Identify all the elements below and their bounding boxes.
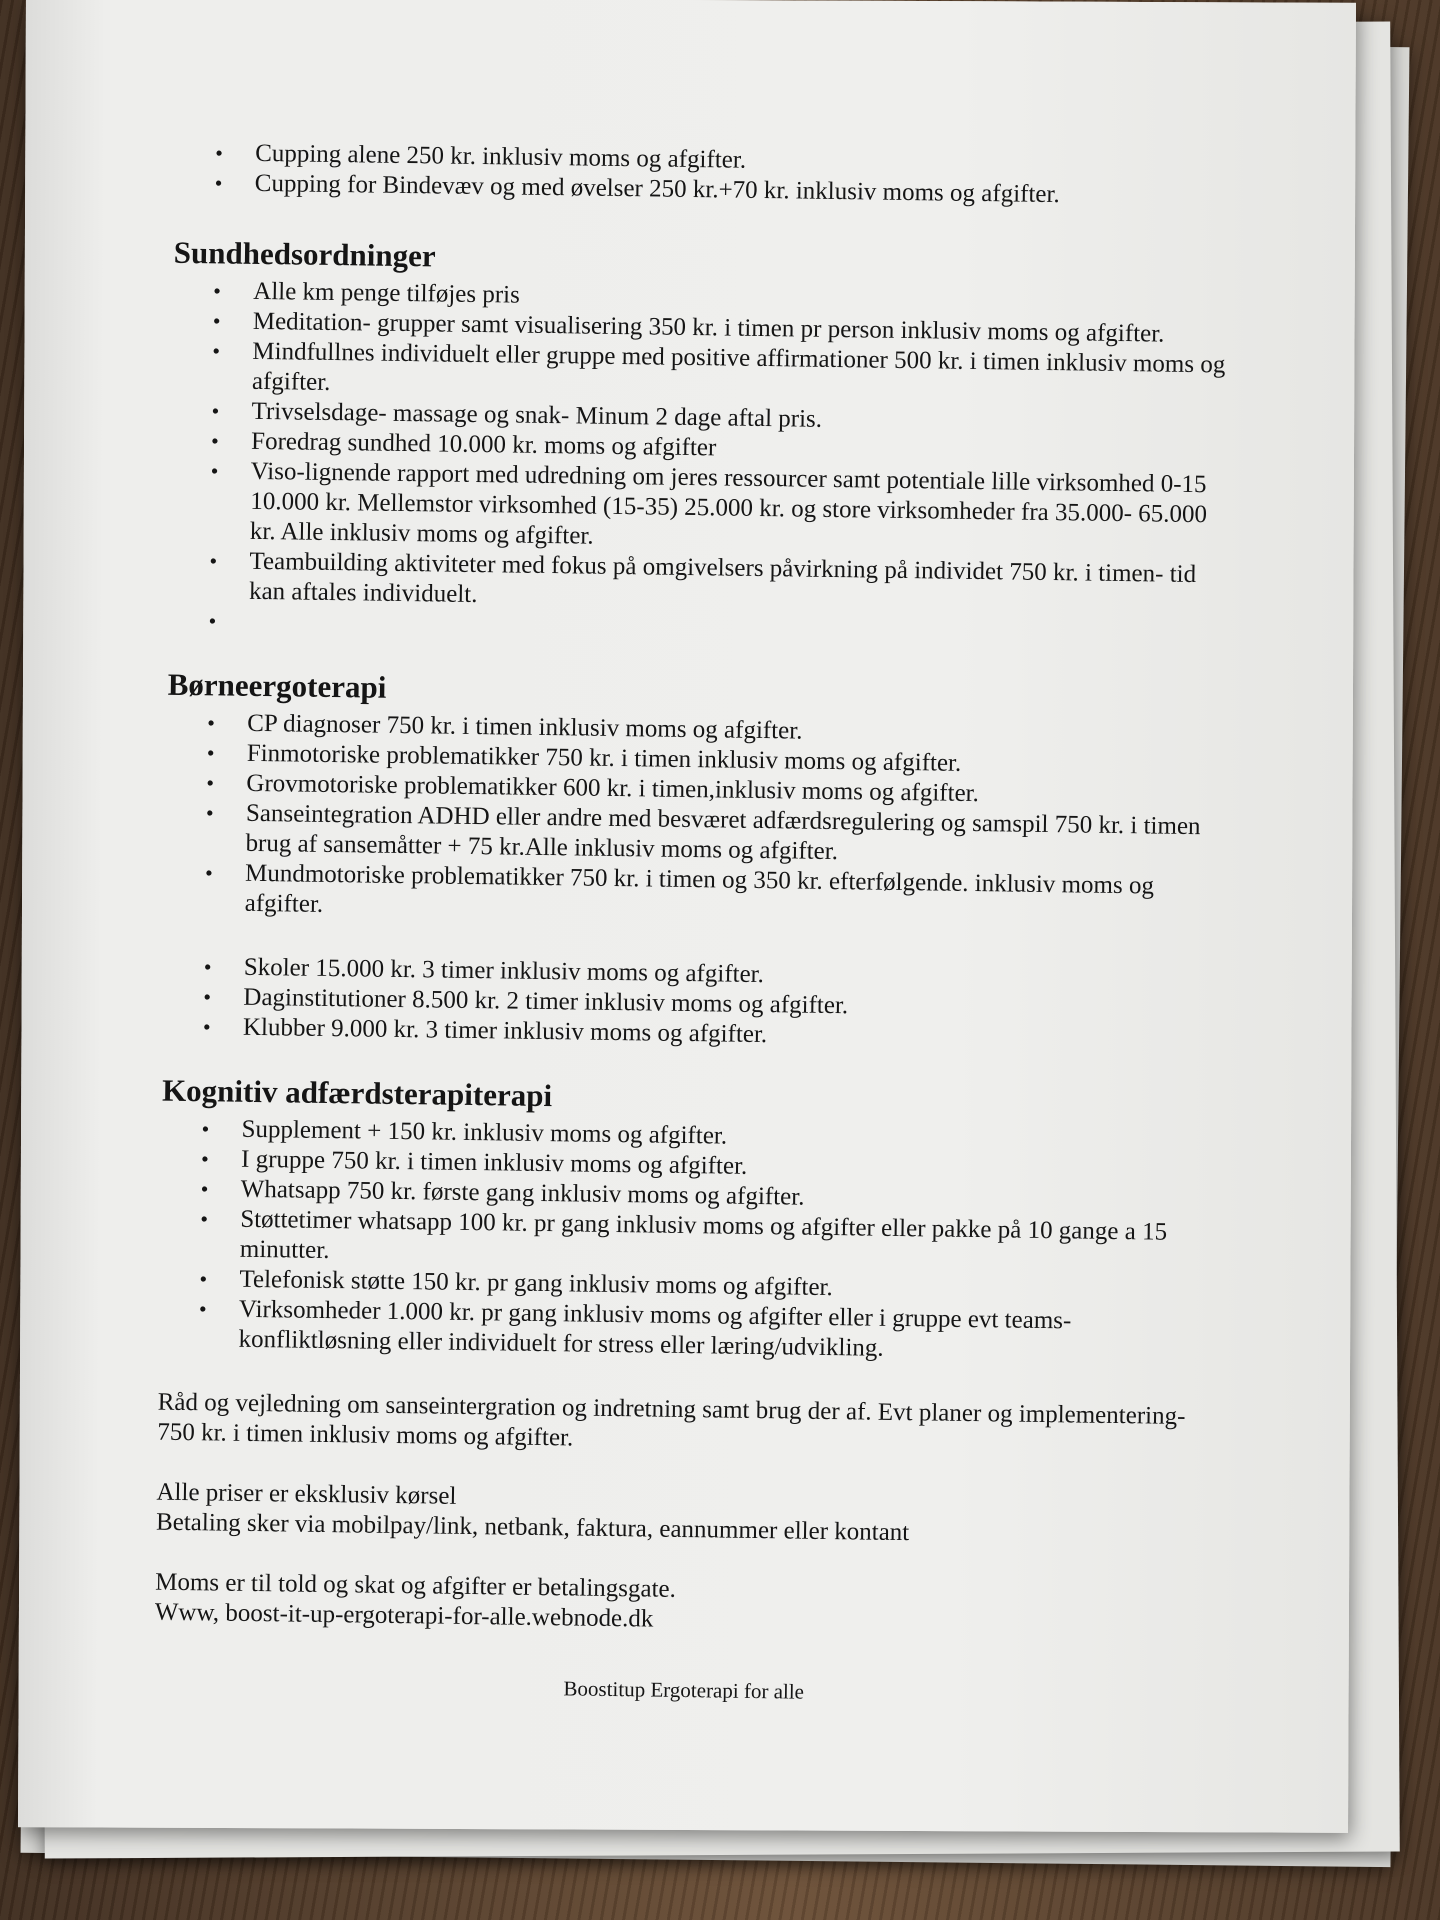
section-heading: Sundhedsordninger (173, 234, 436, 274)
list-item: • Teambuilding aktiviteter med fokus på omgivelsers påvirkning på individet 750 kr. i timen- tid kan aftales individuelt. (209, 546, 1230, 620)
list-item: • Cupping alene 250 kr. inklusiv moms og afgifter. (215, 138, 1235, 182)
list-item: • Alle km penge tilføjes pris (213, 276, 1233, 320)
list-item: • Supplement + 150 kr. inklusiv moms og afgifter. (201, 1114, 1221, 1158)
page-footer: Boostitup Ergoterapi for alle (563, 1676, 805, 1704)
list-item: • Foredrag sundhed 10.000 kr. moms og afgifter (211, 426, 1231, 470)
section-boerneergoterapi (163, 666, 1228, 1057)
list-item: • Grovmotoriske problematikker 600 kr. i timen,inklusiv moms og afgifter. (206, 768, 1226, 812)
section-heading: Kognitiv adfærdsterapiterapi (161, 1072, 553, 1114)
list-item: • Klubber 9.000 kr. 3 timer inklusiv moms og afgifter. (203, 1012, 1223, 1056)
tax-note: Moms er til told og skat og afgifter er betalingsgate. (155, 1568, 677, 1603)
list-item: • Mindfullnes individuelt eller gruppe med positive affirmationer 500 kr. i timen inklusiv moms og afgifter. (212, 336, 1233, 410)
cupping-list (215, 138, 1236, 212)
payment-info (156, 1478, 1217, 1553)
document-content (154, 138, 1236, 1713)
section-kognitiv (158, 1072, 1222, 1369)
list-item: • I gruppe 750 kr. i timen inklusiv moms og afgifter. (201, 1144, 1221, 1188)
website-address: Www, boost-it-up-ergoterapi-for-alle.webnode.dk (154, 1598, 654, 1633)
boerne-list (204, 708, 1227, 932)
tax-and-website (155, 1568, 1216, 1643)
list-item: • Virksomheder 1.000 kr. pr gang inklusiv moms og afgifter eller i gruppe evt teams-konfliktløsning eller individuelt for stress eller læring/udvikling. (198, 1294, 1219, 1368)
list-item: • Telefonisk støtte 150 kr. pr gang inklusiv moms og afgifter. (199, 1264, 1219, 1308)
list-item: • Skoler 15.000 kr. 3 timer inklusiv moms og afgifter. (204, 952, 1224, 996)
list-item: • Viso-lignende rapport med udredning om jeres ressourcer samt potentiale lille virksomhed 0-15 10.000 kr. Mellemstor virksomhed (15-35) 25.000 kr. og store virksomheder fra 35.000- 65.000 kr. Alle inklusiv moms og afgifter. (210, 456, 1231, 560)
list-item: • Trivselsdage- massage og snak- Minum 2 dage aftal pris. (211, 396, 1231, 440)
kognitiv-list (198, 1114, 1221, 1368)
list-item: • Whatsapp 750 kr. første gang inklusiv moms og afgifter. (200, 1174, 1220, 1218)
sundhed-list (208, 276, 1233, 650)
list-item: • Mundmotoriske problematikker 750 kr. i timen og 350 kr. efterfølgende. inklusiv moms og afgifter. (204, 858, 1225, 932)
list-item: • CP diagnoser 750 kr. i timen inklusiv moms og afgifter. (207, 708, 1227, 752)
list-item: • Finmotoriske problematikker 750 kr. i timen inklusiv moms og afgifter. (207, 738, 1227, 782)
section-sundhedsordninger (168, 234, 1233, 651)
list-item: • Daginstitutioner 8.500 kr. 2 timer inklusiv moms og afgifter. (203, 982, 1223, 1026)
list-item: • Meditation- grupper samt visualisering 350 kr. i timen pr person inklusiv moms og afgifter. (213, 306, 1233, 350)
list-item: • Cupping for Bindevæv og med øvelser 250 kr.+70 kr. inklusiv moms og afgifter. (215, 168, 1235, 212)
list-item: • Sanseintegration ADHD eller andre med besværet adfærdsregulering og samspil 750 kr. i timen brug af sansemåtter + 75 kr.Alle inklusiv moms og afgifter. (205, 798, 1226, 872)
payment-methods: Betaling sker via mobilpay/link, netbank, faktura, eannummer eller kontant (155, 1508, 910, 1547)
list-item: • Støttetimer whatsapp 100 kr. pr gang inklusiv moms og afgifter eller pakke på 10 gange a 15 minutter. (200, 1204, 1221, 1278)
institution-list (203, 952, 1224, 1056)
price-note: Alle priser er eksklusiv kørsel (156, 1478, 457, 1510)
section-heading: Børneergoterapi (167, 666, 387, 705)
document-page (18, 0, 1356, 1833)
guidance-paragraph: Råd og vejledning om sanseintergration og indretning samt brug der af. Evt planer og implementering- 750 kr. i timen inklusiv moms og afgifter. (157, 1388, 1186, 1452)
